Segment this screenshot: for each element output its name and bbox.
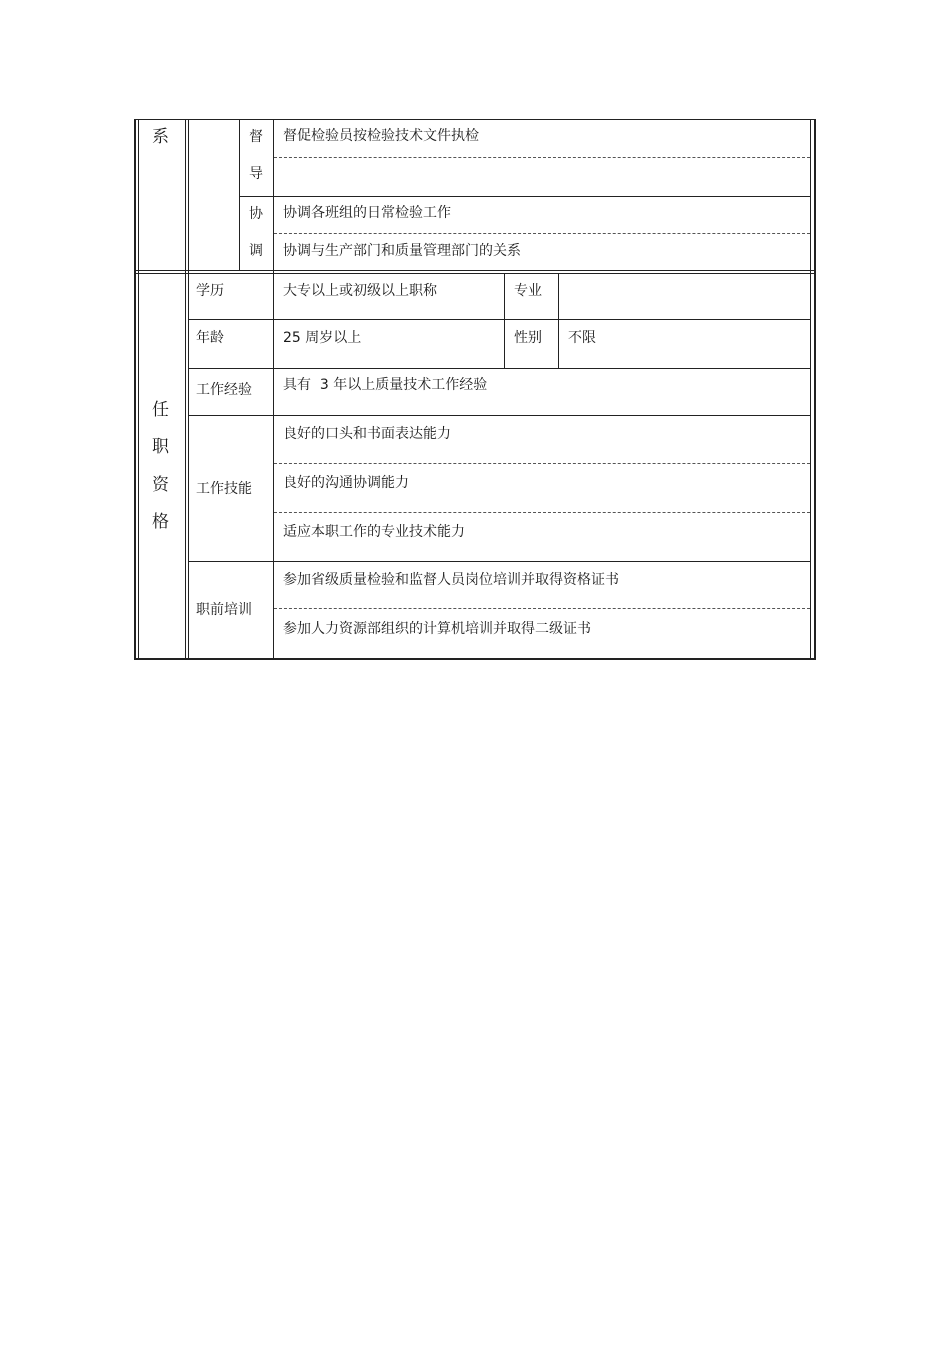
training-item-1: 参加省级质量检验和监督人员岗位培训并取得资格证书 — [283, 572, 619, 588]
age-label: 年龄 — [196, 330, 224, 346]
experience-label: 工作经验 — [196, 382, 252, 398]
experience-bottom-rule — [188, 415, 810, 416]
supervise-bottom-rule — [239, 196, 810, 197]
col-line-e — [558, 273, 559, 368]
training-item-2: 参加人力资源部组织的计算机培训并取得二级证书 — [283, 621, 591, 637]
col-line-a2 — [188, 119, 189, 660]
skills-item-2: 良好的沟通协调能力 — [283, 475, 409, 491]
table-left-inner-border — [138, 119, 139, 660]
gender-value: 不限 — [568, 330, 596, 346]
table-right-border — [814, 119, 816, 660]
skills-dashed-rule-2 — [274, 512, 810, 513]
qualifications-label-char-4: 格 — [152, 512, 169, 532]
section-separator-2 — [134, 273, 816, 274]
supervise-label-char-1: 督 — [249, 129, 263, 145]
education-label: 学历 — [196, 283, 224, 299]
coordinate-dashed-rule — [274, 233, 810, 234]
age-value: 25 周岁以上 — [283, 330, 362, 346]
col-line-d — [504, 273, 505, 368]
skills-item-3: 适应本职工作的专业技术能力 — [283, 524, 465, 540]
section-separator — [134, 270, 816, 271]
table-right-inner-border — [810, 119, 811, 660]
qualifications-label-char-3: 资 — [152, 475, 169, 495]
qualifications-label-char-2: 职 — [152, 437, 169, 457]
education-value: 大专以上或初级以上职称 — [283, 283, 437, 299]
gender-label: 性别 — [514, 330, 542, 346]
relation-section-label: 系 — [152, 127, 169, 147]
qualifications-label-char-1: 任 — [152, 400, 169, 420]
table-top-border — [134, 119, 816, 120]
skills-dashed-rule-1 — [274, 463, 810, 464]
skills-label: 工作技能 — [196, 481, 252, 497]
major-label: 专业 — [514, 283, 542, 299]
training-label: 职前培训 — [196, 602, 252, 618]
supervise-dashed-rule — [274, 157, 810, 158]
age-bottom-rule — [188, 368, 810, 369]
coordinate-label-char-1: 协 — [249, 206, 263, 222]
experience-value: 具有 3 年以上质量技术工作经验 — [283, 377, 488, 393]
supervise-item-1: 督促检验员按检验技术文件执检 — [283, 128, 479, 144]
col-line-b — [239, 119, 240, 271]
table-left-border — [134, 119, 136, 660]
supervise-label-char-2: 导 — [249, 166, 263, 182]
col-line-a — [185, 119, 186, 660]
education-bottom-rule — [188, 319, 810, 320]
col-line-c — [273, 119, 274, 660]
coordinate-item-1: 协调各班组的日常检验工作 — [283, 205, 451, 221]
skills-item-1: 良好的口头和书面表达能力 — [283, 426, 451, 442]
coordinate-label-char-2: 调 — [249, 243, 263, 259]
coordinate-item-2: 协调与生产部门和质量管理部门的关系 — [283, 243, 521, 259]
skills-bottom-rule — [188, 561, 810, 562]
table-bottom-border — [134, 658, 816, 660]
training-dashed-rule — [274, 608, 810, 609]
